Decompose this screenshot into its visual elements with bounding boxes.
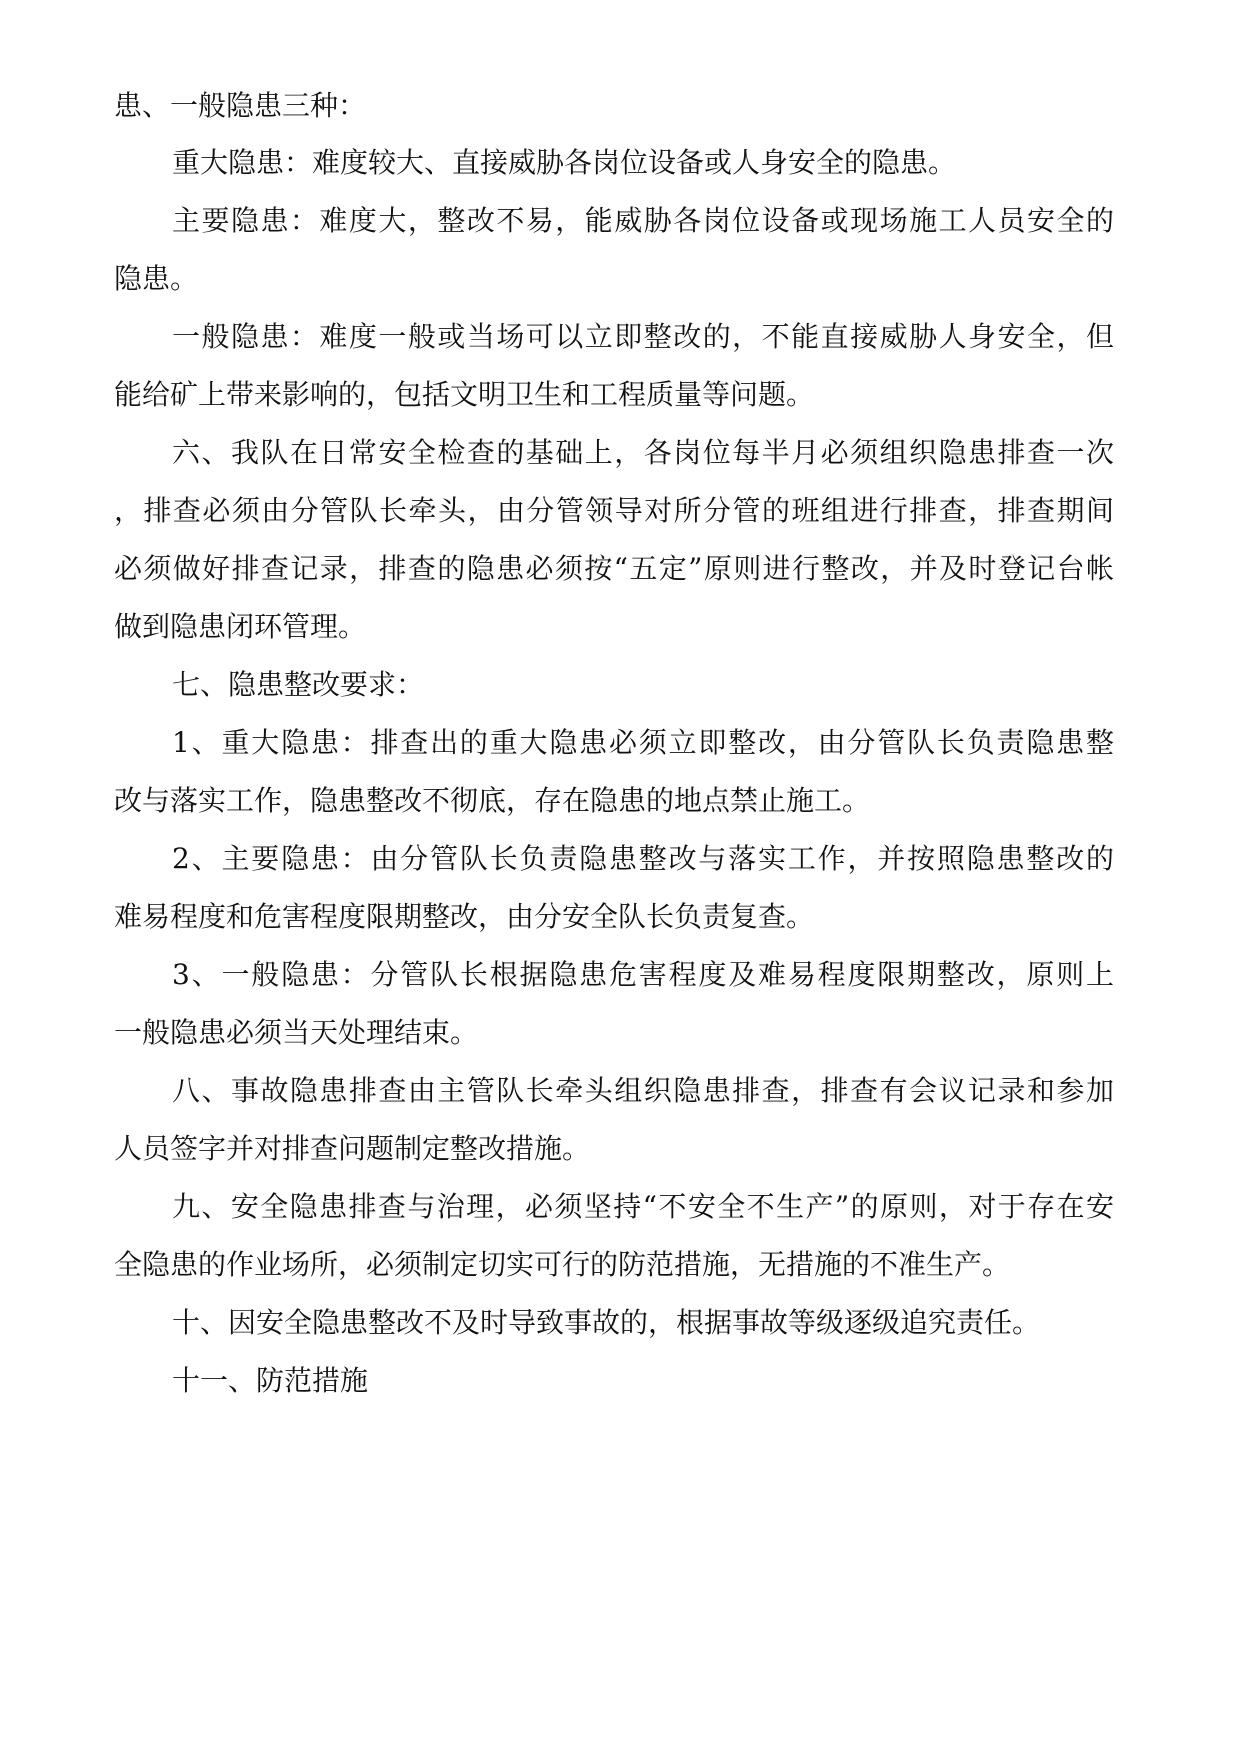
text-line: 十、因安全隐患整改不及时导致事故的，根据事故等级逐级追究责任。	[172, 1306, 1041, 1339]
text-line: 全隐患的作业场所，必须制定切实可行的防范措施，无措施的不准生产。	[114, 1248, 1011, 1281]
text-line: ，排查必须由分管队长牵头，由分管领导对所分管的班组进行排查，排查期间	[114, 494, 1114, 527]
text-line: 七、隐患整改要求：	[172, 668, 425, 701]
text-line: 患、一般隐患三种：	[114, 89, 367, 122]
text-line: 重大隐患：难度较大、直接威胁各岗位设备或人身安全的隐患。	[172, 146, 957, 179]
text-line: 一般隐患必须当天处理结束。	[114, 1016, 479, 1049]
text-line: 人员签字并对排查问题制定整改措施。	[114, 1132, 591, 1165]
text-line: 六、我队在日常安全检查的基础上，各岗位每半月必须组织隐患排查一次	[172, 436, 1114, 469]
text-line: 改与落实工作，隐患整改不彻底，存在隐患的地点禁止施工。	[114, 784, 871, 817]
text-line: 能给矿上带来影响的，包括文明卫生和工程质量等问题。	[114, 378, 815, 411]
text-line: 九、安全隐患排查与治理，必须坚持“不安全不生产”的原则，对于存在安	[172, 1190, 1114, 1223]
text-line: 3、一般隐患：分管队长根据隐患危害程度及难易程度限期整改，原则上	[172, 958, 1114, 991]
text-line: 八、事故隐患排查由主管队长牵头组织隐患排查，排查有会议记录和参加	[172, 1074, 1114, 1107]
text-line: 主要隐患：难度大，整改不易，能威胁各岗位设备或现场施工人员安全的	[172, 204, 1114, 237]
text-line: 一般隐患：难度一般或当场可以立即整改的，不能直接威胁人身安全，但	[172, 320, 1114, 353]
text-line: 难易程度和危害程度限期整改，由分安全队长负责复查。	[114, 900, 815, 933]
text-line: 隐患。	[114, 262, 199, 295]
text-line: 做到隐患闭环管理。	[114, 610, 367, 643]
text-line: 1、重大隐患：排查出的重大隐患必须立即整改，由分管队长负责隐患整	[172, 726, 1114, 759]
text-line: 2、主要隐患：由分管队长负责隐患整改与落实工作，并按照隐患整改的	[172, 842, 1114, 875]
text-line: 必须做好排查记录，排查的隐患必须按“五定”原则进行整改，并及时登记台帐	[114, 552, 1114, 585]
text-line: 十一、防范措施	[172, 1364, 369, 1397]
